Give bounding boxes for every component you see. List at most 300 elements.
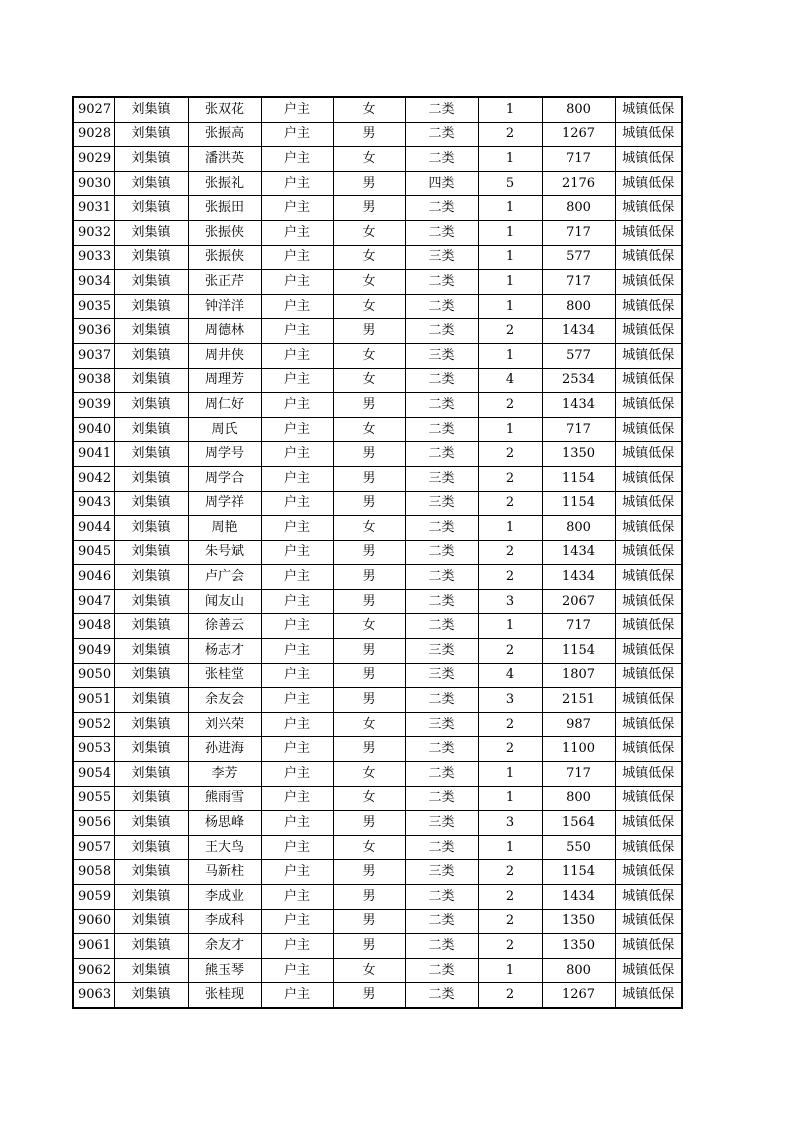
table-row [73,442,682,467]
cell-record-id: 9051 [73,688,114,713]
cell-record-id: 9062 [73,958,114,983]
cell-town: 刘集镇 [114,885,188,910]
cell-name: 余友才 [188,934,261,959]
cell-gender: 男 [333,171,405,196]
cell-name: 徐善云 [188,614,261,639]
cell-town: 刘集镇 [114,122,188,147]
cell-category: 二类 [405,442,478,467]
cell-name: 张振田 [188,196,261,221]
cell-household-size: 2 [478,540,542,565]
cell-town: 刘集镇 [114,909,188,934]
cell-town: 刘集镇 [114,958,188,983]
table-row [73,122,682,147]
table-row [73,737,682,762]
cell-household-size: 2 [478,885,542,910]
cell-household-size: 1 [478,196,542,221]
cell-town: 刘集镇 [114,319,188,344]
cell-assistance-type: 城镇低保 [615,934,682,959]
cell-household-size: 1 [478,516,542,541]
cell-gender: 男 [333,811,405,836]
cell-relation: 户主 [261,270,333,295]
cell-name: 杨思峰 [188,811,261,836]
cell-category: 三类 [405,712,478,737]
cell-name: 潘洪英 [188,147,261,172]
cell-name: 张振礼 [188,171,261,196]
cell-assistance-type: 城镇低保 [615,885,682,910]
cell-town: 刘集镇 [114,368,188,393]
cell-amount: 987 [542,712,615,737]
cell-gender: 女 [333,270,405,295]
cell-name: 张双花 [188,97,261,122]
cell-category: 二类 [405,540,478,565]
cell-category: 二类 [405,565,478,590]
table-row [73,516,682,541]
cell-household-size: 1 [478,417,542,442]
cell-town: 刘集镇 [114,663,188,688]
cell-amount: 717 [542,417,615,442]
cell-relation: 户主 [261,417,333,442]
cell-relation: 户主 [261,663,333,688]
cell-record-id: 9041 [73,442,114,467]
cell-relation: 户主 [261,196,333,221]
cell-assistance-type: 城镇低保 [615,712,682,737]
table-row [73,466,682,491]
cell-category: 二类 [405,417,478,442]
table-row [73,589,682,614]
cell-record-id: 9044 [73,516,114,541]
cell-relation: 户主 [261,614,333,639]
cell-household-size: 2 [478,860,542,885]
cell-household-size: 1 [478,958,542,983]
cell-category: 二类 [405,958,478,983]
cell-amount: 717 [542,762,615,787]
cell-town: 刘集镇 [114,442,188,467]
cell-amount: 1267 [542,983,615,1008]
cell-assistance-type: 城镇低保 [615,958,682,983]
cell-name: 周氏 [188,417,261,442]
cell-name: 李芳 [188,762,261,787]
cell-name: 周仁好 [188,393,261,418]
cell-category: 四类 [405,171,478,196]
cell-name: 王大鸟 [188,835,261,860]
cell-record-id: 9063 [73,983,114,1008]
cell-assistance-type: 城镇低保 [615,97,682,122]
cell-record-id: 9046 [73,565,114,590]
cell-household-size: 2 [478,319,542,344]
cell-town: 刘集镇 [114,762,188,787]
cell-assistance-type: 城镇低保 [615,786,682,811]
cell-relation: 户主 [261,786,333,811]
cell-amount: 1350 [542,909,615,934]
table-row [73,171,682,196]
cell-record-id: 9048 [73,614,114,639]
cell-amount: 2151 [542,688,615,713]
cell-record-id: 9045 [73,540,114,565]
cell-household-size: 4 [478,663,542,688]
cell-relation: 户主 [261,491,333,516]
cell-gender: 男 [333,737,405,762]
cell-town: 刘集镇 [114,983,188,1008]
cell-gender: 女 [333,786,405,811]
cell-gender: 女 [333,835,405,860]
cell-amount: 800 [542,294,615,319]
cell-gender: 男 [333,196,405,221]
cell-amount: 2176 [542,171,615,196]
table-row [73,393,682,418]
cell-name: 马新柱 [188,860,261,885]
cell-amount: 800 [542,958,615,983]
table-row [73,811,682,836]
cell-category: 二类 [405,589,478,614]
cell-gender: 男 [333,491,405,516]
cell-town: 刘集镇 [114,712,188,737]
cell-record-id: 9060 [73,909,114,934]
cell-name: 周学祥 [188,491,261,516]
cell-assistance-type: 城镇低保 [615,540,682,565]
cell-name: 熊雨雪 [188,786,261,811]
cell-town: 刘集镇 [114,811,188,836]
cell-record-id: 9037 [73,343,114,368]
cell-town: 刘集镇 [114,97,188,122]
table-row [73,491,682,516]
cell-assistance-type: 城镇低保 [615,393,682,418]
cell-household-size: 2 [478,442,542,467]
cell-record-id: 9057 [73,835,114,860]
table-row [73,885,682,910]
cell-gender: 男 [333,983,405,1008]
cell-relation: 户主 [261,343,333,368]
cell-town: 刘集镇 [114,934,188,959]
cell-amount: 1100 [542,737,615,762]
cell-town: 刘集镇 [114,688,188,713]
cell-town: 刘集镇 [114,245,188,270]
cell-assistance-type: 城镇低保 [615,860,682,885]
cell-amount: 1434 [542,565,615,590]
cell-household-size: 3 [478,688,542,713]
cell-relation: 户主 [261,220,333,245]
cell-gender: 女 [333,614,405,639]
table-row [73,762,682,787]
cell-gender: 男 [333,122,405,147]
cell-relation: 户主 [261,565,333,590]
cell-household-size: 1 [478,97,542,122]
cell-record-id: 9034 [73,270,114,295]
cell-name: 杨志才 [188,639,261,664]
cell-record-id: 9039 [73,393,114,418]
cell-category: 二类 [405,294,478,319]
cell-name: 张桂堂 [188,663,261,688]
cell-category: 二类 [405,122,478,147]
cell-relation: 户主 [261,712,333,737]
cell-amount: 1434 [542,540,615,565]
cell-category: 二类 [405,516,478,541]
cell-gender: 男 [333,319,405,344]
cell-record-id: 9027 [73,97,114,122]
cell-amount: 1154 [542,860,615,885]
table-row [73,860,682,885]
cell-gender: 女 [333,294,405,319]
cell-household-size: 1 [478,270,542,295]
cell-amount: 800 [542,97,615,122]
cell-amount: 1564 [542,811,615,836]
cell-household-size: 3 [478,811,542,836]
cell-household-size: 2 [478,983,542,1008]
cell-record-id: 9036 [73,319,114,344]
cell-town: 刘集镇 [114,171,188,196]
cell-assistance-type: 城镇低保 [615,811,682,836]
cell-assistance-type: 城镇低保 [615,220,682,245]
cell-gender: 女 [333,147,405,172]
cell-gender: 女 [333,417,405,442]
cell-record-id: 9059 [73,885,114,910]
cell-name: 张正芹 [188,270,261,295]
cell-town: 刘集镇 [114,491,188,516]
cell-name: 周学合 [188,466,261,491]
cell-name: 钟洋洋 [188,294,261,319]
cell-relation: 户主 [261,97,333,122]
cell-name: 张振侠 [188,245,261,270]
cell-name: 熊玉琴 [188,958,261,983]
cell-record-id: 9040 [73,417,114,442]
cell-town: 刘集镇 [114,589,188,614]
cell-relation: 户主 [261,122,333,147]
table-row [73,565,682,590]
cell-household-size: 1 [478,762,542,787]
cell-assistance-type: 城镇低保 [615,245,682,270]
cell-amount: 1154 [542,639,615,664]
cell-town: 刘集镇 [114,343,188,368]
cell-gender: 男 [333,442,405,467]
cell-amount: 800 [542,196,615,221]
cell-household-size: 1 [478,835,542,860]
cell-record-id: 9028 [73,122,114,147]
cell-town: 刘集镇 [114,860,188,885]
cell-household-size: 1 [478,343,542,368]
cell-amount: 1267 [542,122,615,147]
table-row [73,196,682,221]
cell-record-id: 9049 [73,639,114,664]
cell-record-id: 9061 [73,934,114,959]
cell-relation: 户主 [261,885,333,910]
cell-name: 周学号 [188,442,261,467]
cell-town: 刘集镇 [114,639,188,664]
cell-assistance-type: 城镇低保 [615,270,682,295]
cell-gender: 女 [333,97,405,122]
cell-assistance-type: 城镇低保 [615,762,682,787]
cell-category: 二类 [405,368,478,393]
table-row [73,270,682,295]
cell-relation: 户主 [261,860,333,885]
cell-amount: 1154 [542,466,615,491]
cell-relation: 户主 [261,147,333,172]
cell-assistance-type: 城镇低保 [615,835,682,860]
cell-household-size: 3 [478,589,542,614]
cell-amount: 550 [542,835,615,860]
cell-category: 二类 [405,983,478,1008]
cell-amount: 717 [542,220,615,245]
cell-category: 二类 [405,762,478,787]
cell-category: 三类 [405,343,478,368]
cell-household-size: 2 [478,737,542,762]
cell-household-size: 2 [478,565,542,590]
cell-amount: 2067 [542,589,615,614]
cell-record-id: 9038 [73,368,114,393]
cell-record-id: 9030 [73,171,114,196]
cell-amount: 1350 [542,442,615,467]
cell-assistance-type: 城镇低保 [615,319,682,344]
cell-amount: 1154 [542,491,615,516]
cell-relation: 户主 [261,294,333,319]
cell-household-size: 2 [478,466,542,491]
cell-town: 刘集镇 [114,565,188,590]
cell-category: 三类 [405,245,478,270]
table-row [73,614,682,639]
cell-household-size: 1 [478,786,542,811]
cell-record-id: 9035 [73,294,114,319]
cell-household-size: 2 [478,393,542,418]
cell-assistance-type: 城镇低保 [615,983,682,1008]
cell-category: 三类 [405,811,478,836]
cell-relation: 户主 [261,737,333,762]
cell-amount: 717 [542,270,615,295]
cell-town: 刘集镇 [114,737,188,762]
cell-record-id: 9054 [73,762,114,787]
cell-category: 二类 [405,319,478,344]
cell-amount: 800 [542,516,615,541]
cell-gender: 女 [333,343,405,368]
cell-assistance-type: 城镇低保 [615,909,682,934]
cell-amount: 1434 [542,393,615,418]
cell-assistance-type: 城镇低保 [615,417,682,442]
cell-relation: 户主 [261,639,333,664]
cell-name: 李成业 [188,885,261,910]
cell-category: 三类 [405,663,478,688]
cell-household-size: 1 [478,147,542,172]
cell-amount: 577 [542,245,615,270]
table-row [73,417,682,442]
cell-town: 刘集镇 [114,516,188,541]
cell-gender: 女 [333,245,405,270]
table-row [73,712,682,737]
cell-gender: 女 [333,762,405,787]
cell-town: 刘集镇 [114,835,188,860]
cell-category: 二类 [405,909,478,934]
cell-town: 刘集镇 [114,466,188,491]
cell-record-id: 9032 [73,220,114,245]
cell-household-size: 2 [478,909,542,934]
cell-gender: 男 [333,909,405,934]
cell-amount: 577 [542,343,615,368]
cell-relation: 户主 [261,835,333,860]
cell-name: 刘兴荣 [188,712,261,737]
cell-relation: 户主 [261,466,333,491]
cell-assistance-type: 城镇低保 [615,122,682,147]
table-row [73,958,682,983]
cell-gender: 男 [333,393,405,418]
cell-category: 二类 [405,97,478,122]
cell-relation: 户主 [261,762,333,787]
cell-category: 三类 [405,466,478,491]
cell-gender: 男 [333,688,405,713]
table-row [73,688,682,713]
cell-household-size: 2 [478,712,542,737]
table-row [73,294,682,319]
cell-category: 二类 [405,196,478,221]
cell-category: 二类 [405,688,478,713]
cell-assistance-type: 城镇低保 [615,171,682,196]
cell-assistance-type: 城镇低保 [615,737,682,762]
table-row [73,639,682,664]
cell-assistance-type: 城镇低保 [615,516,682,541]
table-row [73,540,682,565]
cell-town: 刘集镇 [114,147,188,172]
cell-relation: 户主 [261,909,333,934]
cell-category: 二类 [405,885,478,910]
table-row [73,343,682,368]
cell-category: 二类 [405,786,478,811]
cell-relation: 户主 [261,540,333,565]
cell-amount: 800 [542,786,615,811]
cell-gender: 男 [333,885,405,910]
cell-amount: 1434 [542,885,615,910]
cell-category: 二类 [405,835,478,860]
cell-town: 刘集镇 [114,270,188,295]
table-row [73,909,682,934]
cell-relation: 户主 [261,934,333,959]
table-row [73,368,682,393]
table-row [73,934,682,959]
cell-name: 张振侠 [188,220,261,245]
table-row [73,983,682,1008]
cell-record-id: 9029 [73,147,114,172]
cell-household-size: 2 [478,491,542,516]
cell-amount: 1350 [542,934,615,959]
cell-category: 三类 [405,491,478,516]
cell-town: 刘集镇 [114,786,188,811]
cell-relation: 户主 [261,811,333,836]
cell-town: 刘集镇 [114,417,188,442]
cell-gender: 男 [333,860,405,885]
table-row [73,245,682,270]
cell-relation: 户主 [261,516,333,541]
cell-town: 刘集镇 [114,614,188,639]
cell-household-size: 2 [478,122,542,147]
cell-relation: 户主 [261,319,333,344]
cell-gender: 男 [333,663,405,688]
cell-relation: 户主 [261,983,333,1008]
cell-town: 刘集镇 [114,196,188,221]
cell-town: 刘集镇 [114,393,188,418]
cell-name: 周理芳 [188,368,261,393]
cell-household-size: 1 [478,220,542,245]
cell-record-id: 9056 [73,811,114,836]
cell-amount: 1807 [542,663,615,688]
cell-assistance-type: 城镇低保 [615,368,682,393]
cell-name: 余友会 [188,688,261,713]
cell-name: 周德林 [188,319,261,344]
cell-assistance-type: 城镇低保 [615,589,682,614]
cell-assistance-type: 城镇低保 [615,663,682,688]
cell-assistance-type: 城镇低保 [615,442,682,467]
cell-name: 周艳 [188,516,261,541]
cell-gender: 男 [333,466,405,491]
cell-assistance-type: 城镇低保 [615,688,682,713]
cell-name: 张桂现 [188,983,261,1008]
cell-category: 二类 [405,934,478,959]
cell-record-id: 9033 [73,245,114,270]
cell-category: 二类 [405,614,478,639]
cell-record-id: 9052 [73,712,114,737]
